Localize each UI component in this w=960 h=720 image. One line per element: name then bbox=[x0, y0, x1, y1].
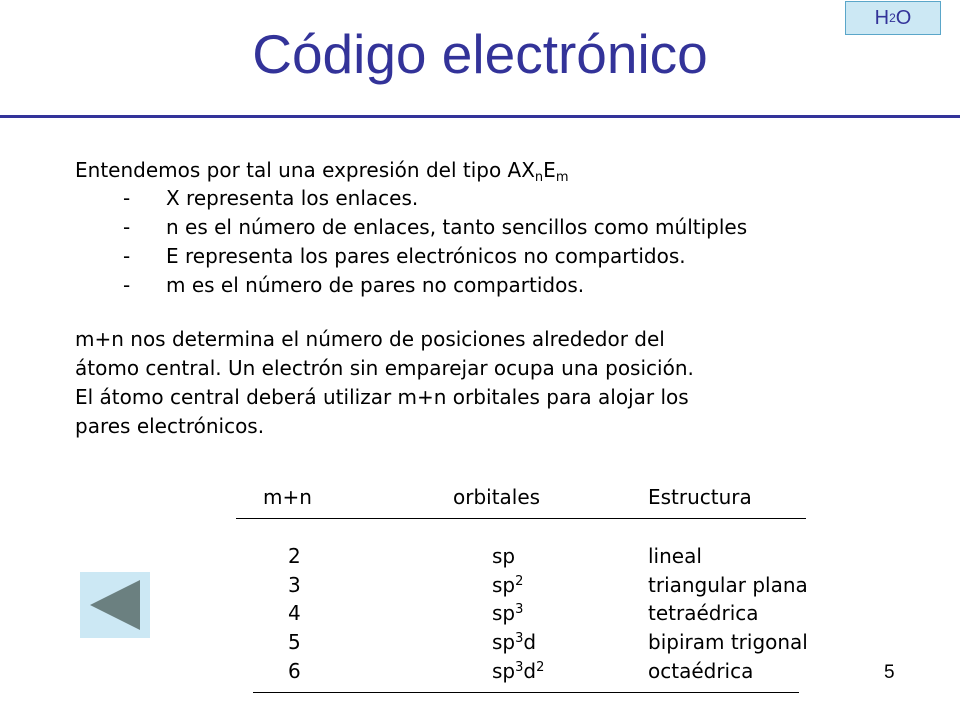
row-mn: 2 bbox=[288, 544, 301, 568]
row-structure: octaédrica bbox=[648, 659, 754, 683]
row-structure: lineal bbox=[648, 544, 702, 568]
orbital-base: sp bbox=[492, 573, 516, 597]
orbital-d: d bbox=[523, 630, 537, 654]
intro-e: E bbox=[543, 158, 556, 182]
row-orbital bbox=[492, 630, 536, 654]
row-orbital bbox=[492, 544, 515, 568]
page-number: 5 bbox=[884, 662, 895, 683]
title-divider bbox=[0, 115, 960, 118]
bullet-text: X representa los enlaces. bbox=[166, 186, 419, 210]
paragraph-line: átomo central. Un electrón sin emparejar ocupa una posición. bbox=[75, 356, 694, 380]
back-triangle-icon bbox=[80, 572, 150, 638]
intro-prefix: Entendemos por tal una expresión del tipo AX bbox=[75, 158, 535, 182]
bullet-text: n es el número de enlaces, tanto sencillos como múltiples bbox=[166, 215, 748, 239]
orbital-d: d bbox=[523, 659, 537, 683]
orbital-sup: 3 bbox=[515, 660, 524, 675]
row-orbital bbox=[492, 659, 544, 683]
bullet-dash: - bbox=[123, 215, 131, 239]
bullet-text: m es el número de pares no compartidos. bbox=[166, 273, 585, 297]
orbital-base: sp bbox=[492, 630, 516, 654]
row-structure: bipiram trigonal bbox=[648, 630, 808, 654]
orbital-sup: 3 bbox=[515, 602, 524, 617]
row-mn: 3 bbox=[288, 573, 301, 597]
row-mn: 5 bbox=[288, 630, 301, 654]
paragraph-line: pares electrónicos. bbox=[75, 414, 265, 438]
bullet-text: E representa los pares electrónicos no compartidos. bbox=[166, 244, 686, 268]
table-header-orbitales: orbitales bbox=[453, 485, 541, 509]
orbital-base: sp bbox=[492, 659, 516, 683]
paragraph-line: El átomo central deberá utilizar m+n orbitales para alojar los bbox=[75, 385, 689, 409]
back-button[interactable] bbox=[80, 572, 150, 638]
paragraph-line: m+n nos determina el número de posiciones alrededor del bbox=[75, 327, 665, 351]
row-orbital bbox=[492, 601, 523, 625]
table-header-mn: m+n bbox=[263, 485, 312, 509]
bullet-dash: - bbox=[123, 273, 131, 297]
row-structure: tetraédrica bbox=[648, 601, 759, 625]
table-header-rule bbox=[236, 518, 806, 519]
page-title: Código electrónico bbox=[252, 23, 708, 85]
table-footer-rule bbox=[253, 692, 799, 693]
badge-sub: 2 bbox=[889, 11, 896, 25]
orbital-base: sp bbox=[492, 544, 516, 568]
badge-h: H bbox=[874, 6, 890, 29]
bullet-dash: - bbox=[123, 186, 131, 210]
row-mn: 6 bbox=[288, 659, 301, 683]
row-structure: triangular plana bbox=[648, 573, 808, 597]
table-header-estructura: Estructura bbox=[648, 485, 752, 509]
intro-sub-n: n bbox=[534, 170, 544, 185]
intro-sub-m: m bbox=[555, 170, 569, 185]
badge-o: O bbox=[895, 6, 912, 29]
orbital-base: sp bbox=[492, 601, 516, 625]
orbital-sup: 3 bbox=[515, 631, 524, 646]
intro-line bbox=[75, 158, 569, 185]
bullet-dash: - bbox=[123, 244, 131, 268]
row-orbital bbox=[492, 573, 523, 597]
orbital-sup-d: 2 bbox=[536, 660, 545, 675]
orbital-sup: 2 bbox=[515, 574, 524, 589]
row-mn: 4 bbox=[288, 601, 301, 625]
